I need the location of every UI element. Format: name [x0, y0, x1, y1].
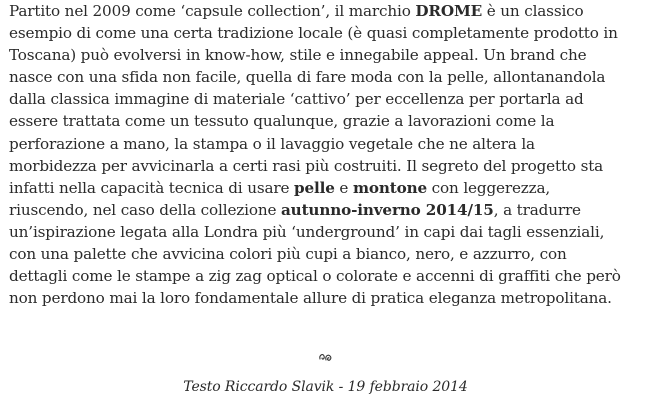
paragraph-line — [9, 177, 649, 199]
article-body — [9, 0, 649, 309]
text-run: dettagli come le stampe a zig zag optical o colorate e accenni di graffiti che però — [9, 267, 621, 286]
paragraph-line — [9, 44, 649, 66]
paragraph-line — [9, 110, 649, 132]
paragraph-line — [9, 265, 649, 287]
text-run: un’ispirazione legata alla Londra più ‘underground’ in capi dai tagli essenziali, — [9, 222, 605, 241]
bold-text: montone — [352, 178, 427, 197]
text-run: Partito nel 2009 come ‘capsule collection’, il marchio — [9, 2, 416, 20]
text-run: e — [334, 178, 353, 197]
article-credit: Testo Riccardo Slavik - 19 febbraio 2014 — [183, 379, 468, 395]
text-run: essere trattata come un tessuto qualunque, grazie a lavorazioni come la — [9, 112, 555, 131]
text-run: con una palette che avvicina colori più cupi a bianco, nero, e azzurro, con — [9, 245, 567, 264]
paragraph-line — [9, 66, 649, 88]
bold-text: autunno-inverno 2014/15 — [280, 200, 494, 219]
text-run: infatti nella capacità tecnica di usare — [9, 178, 294, 197]
paragraph-line — [9, 199, 649, 221]
text-run: riuscendo, nel caso della collezione — [9, 200, 281, 219]
paragraph-line — [9, 88, 649, 110]
text-run: con leggerezza, — [426, 178, 551, 197]
paragraph-line — [9, 133, 649, 155]
text-run: è un classico — [482, 2, 584, 20]
text-run: non perdono mai la loro fondamentale allure di pratica eleganza metropolitana. — [9, 289, 612, 308]
paragraph-line — [9, 287, 649, 309]
text-run: esempio di come una certa tradizione locale (è quasi completamente prodotto in — [9, 24, 618, 43]
text-run: Toscana) può evolversi in know-how, stile e innegabile appeal. Un brand che — [9, 46, 587, 65]
fleuron-icon — [318, 351, 334, 363]
paragraph-line — [9, 0, 649, 22]
bold-text: DROME — [415, 2, 483, 20]
paragraph-line — [9, 155, 649, 177]
section-divider — [0, 349, 651, 365]
text-run: nasce con una sfida non facile, quella di fare moda con la pelle, allontanandola — [9, 68, 606, 87]
paragraph-line — [9, 22, 649, 44]
paragraph-line — [9, 221, 649, 243]
text-run: dalla classica immagine di materiale ‘cattivo’ per eccellenza per portarla ad — [9, 90, 584, 109]
text-run: perforazione a mano, la stampa o il lavaggio vegetale che ne altera la — [9, 134, 535, 153]
text-run: , a tradurre — [493, 200, 581, 219]
text-run: morbidezza per avvicinarla a certi rasi più costruiti. Il segreto del progetto sta — [9, 156, 604, 175]
bold-text: pelle — [294, 178, 335, 197]
paragraph-line — [9, 243, 649, 265]
